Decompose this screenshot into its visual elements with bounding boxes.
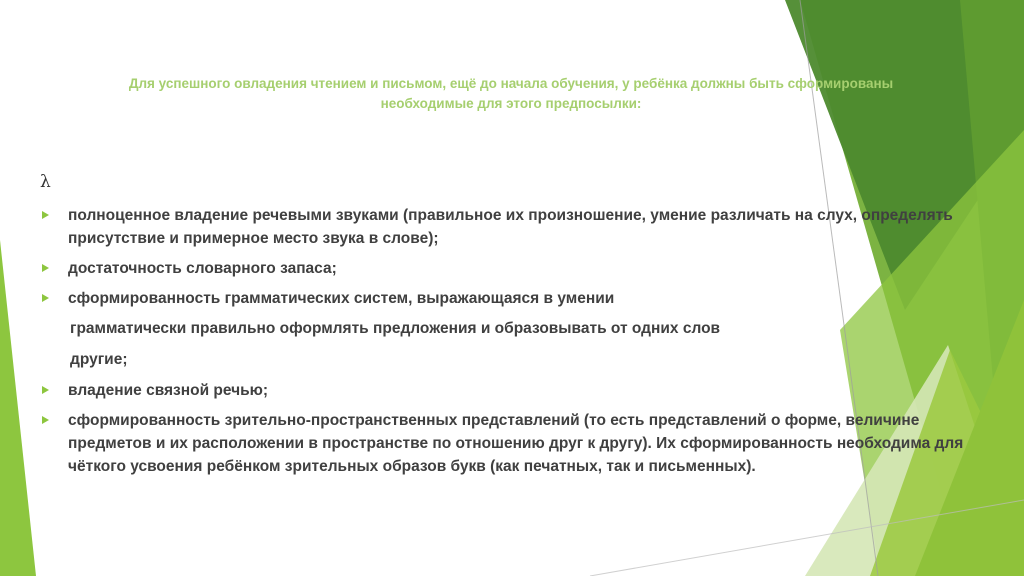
- list-item: [40, 204, 970, 250]
- list-item-continuation: грамматически правильно оформлять предложения и образовывать от одних слов: [70, 320, 721, 337]
- list-item-text: сформированность грамматических систем, выражающаяся в умении: [68, 290, 615, 307]
- list-item-text: сформированность зрительно-пространственных представлений (то есть представлений о форме, величине предметов и их расположении в пространстве по отношению друг к другу). Их сформированность необходима для чёткого усвоения ребёнком зрительных образов букв (как печатных, так и письменных).: [68, 412, 964, 475]
- lambda-symbol: λ: [40, 172, 51, 192]
- bullet-arrow-icon: [42, 264, 49, 272]
- bullet-arrow-icon: [42, 211, 49, 219]
- bullet-arrow-icon: [42, 294, 49, 302]
- list-item: [40, 257, 970, 280]
- list-item: [40, 409, 970, 478]
- list-item-continuation: другие;: [70, 351, 128, 368]
- list-item-text: полноценное владение речевыми звуками (правильное их произношение, умение различать на слух, определять присутствие и примерное место звука в слове);: [68, 207, 953, 247]
- bullet-list: [40, 204, 970, 485]
- list-item: [40, 379, 970, 402]
- list-item-text: достаточность словарного запаса;: [68, 260, 337, 277]
- list-item-text: владение связной речью;: [68, 382, 269, 399]
- list-item: [40, 287, 970, 310]
- slide-title: Для успешного овладения чтением и письмом, ещё до начала обучения, у ребёнка должны быть сформированы необходимые для этого предпосылки:: [128, 76, 894, 111]
- bullet-arrow-icon: [42, 416, 49, 424]
- bullet-arrow-icon: [42, 386, 49, 394]
